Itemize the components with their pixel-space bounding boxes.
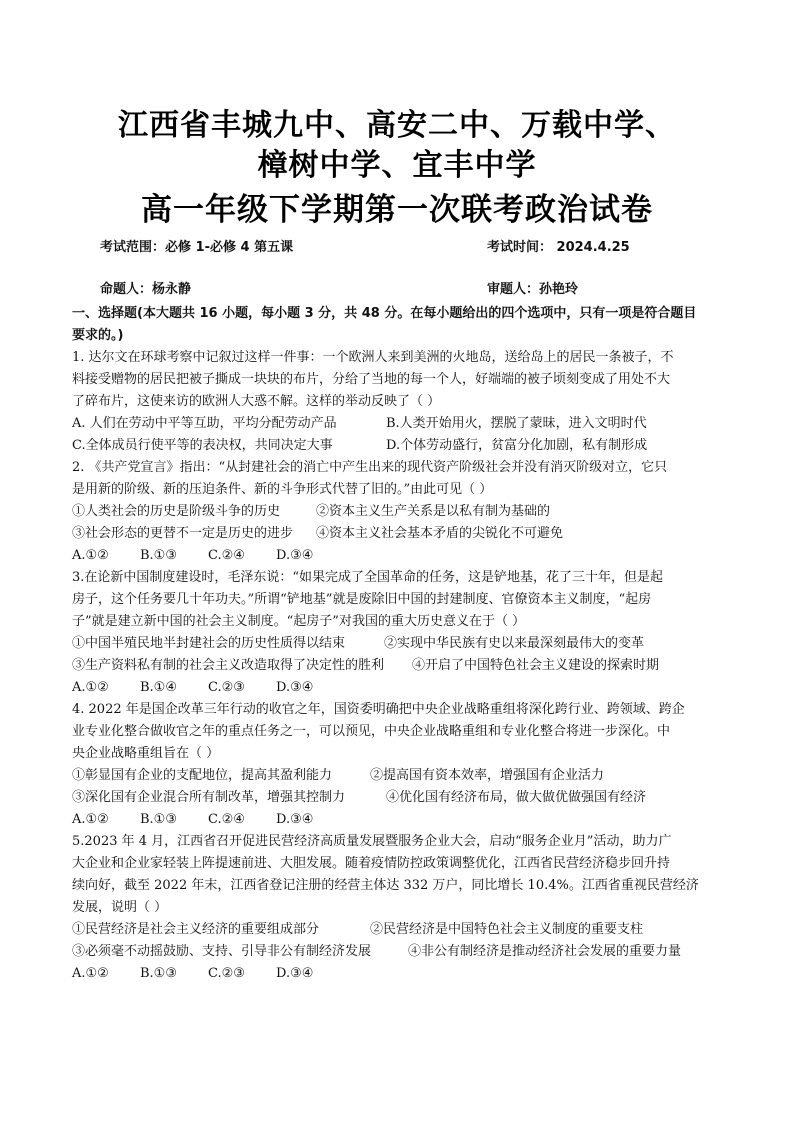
q1-stem-2: 料接受赠物的居民把被子撕成一块块的布片，分给了当地的每一个人，好端端的被子顷刻变成了用处不大 [72, 372, 671, 387]
q2-items-12 [72, 501, 724, 523]
title-line-3: 高一年级下学期第一次联考政治试卷 [141, 192, 653, 228]
q3-stem-2: 房子，这个任务要几十年功夫。”所谓“铲地基”就是废除旧中国的封建制度、官僚资本主义制度，“起房 [72, 592, 652, 607]
q2-choice-c: C.②④ [208, 548, 245, 563]
q4-item-3: ③深化国有企业混合所有制改革，增强其控制力 [72, 790, 346, 805]
q1-stem-1: 1. 达尔文在环球考察中记叙过这样一件事：一个欧洲人来到美洲的火地岛，送给岛上的居民一条被子，不 [72, 350, 674, 365]
q5-item-3: ③必须毫不动摇鼓励、支持、引导非公有制经济发展 [72, 944, 372, 959]
q3-items-12 [72, 633, 724, 655]
q2-stem-2: 是用新的阶级、新的压迫条件、新的斗争形式代替了旧的。”由此可见（ ） [72, 482, 493, 497]
q2-stem-1: 2. 《共产党宣言》指出：“从封建社会的消亡中产生出来的现代资产阶级社会并没有消灭阶级对立，它只 [72, 460, 668, 475]
q1-options-ab [72, 413, 724, 435]
q5-item-2: ②民营经济是中国特色社会主义制度的重要支柱 [370, 922, 644, 937]
q2-choices [72, 545, 724, 567]
q3-items-34 [72, 655, 724, 677]
q3-item-1: ①中国半殖民地半封建社会的历史性质得以结束 [72, 636, 346, 651]
q4-choice-d: D.③④ [276, 812, 314, 827]
q2-choice-a: A.①② [72, 548, 109, 563]
q5-item-1: ①民营经济是社会主义经济的重要组成部分 [72, 922, 320, 937]
section-heading-cont: 要求的。) [72, 328, 124, 343]
exam-reviewer: 审题人：孙艳玲 [487, 282, 579, 297]
q1-options-cd [72, 435, 724, 457]
q4-item-4: ④优化国有经济布局，做大做优做强国有经济 [386, 790, 647, 805]
exam-scope: 考试范围：必修 1-必修 4 第五课 [100, 240, 294, 255]
q1-stem-3: 了碎布片，这使来访的欧洲人大惑不解。这样的举动反映了（ ） [72, 394, 441, 409]
q4-choices [72, 809, 724, 831]
q3-choice-b: B.①④ [140, 680, 177, 695]
exam-time: 考试时间： 2024.4.25 [487, 240, 630, 255]
q3-item-2: ②实现中华民族有史以来最深刻最伟大的变革 [384, 636, 645, 651]
section-heading: 一、选择题(本大题共 16 小题，每小题 3 分，共 48 分。在每小题给出的四个选项中，只有一项是符合题目 [72, 306, 697, 321]
q5-choice-a: A.①② [72, 966, 109, 981]
q3-item-4: ④开启了中国特色社会主义建设的探索时期 [412, 658, 660, 673]
q5-choice-c: C.②③ [208, 966, 245, 981]
q2-items-34 [72, 523, 724, 545]
q3-choices [72, 677, 724, 699]
q5-stem-1: 5.2023 年 4 月，江西省召开促进民营经济高质量发展暨服务企业大会，启动“服务企业月”活动，助力广 [72, 834, 672, 849]
q5-stem-4: 发展，说明（ ） [72, 900, 168, 915]
q4-stem-1: 4. 2022 年是国企改革三年行动的收官之年，国资委明确把中央企业战略重组将深化跨行业、跨领域、跨企 [72, 702, 685, 717]
q3-stem-1: 3.在论新中国制度建设时，毛泽东说：“如果完成了全国革命的任务，这是铲地基，花了三十年，但是起 [72, 570, 664, 585]
q2-item-3: ③社会形态的更替不一定是历史的进步 [72, 526, 294, 541]
q1-option-a: A. 人们在劳动中平等互助，平均分配劳动产品 [72, 416, 337, 431]
q5-stem-3: 续向好，截至 2022 年末，江西省登记注册的经营主体达 332 万户，同比增长 10.4%。江西省重视民营经济 [72, 878, 699, 893]
q4-choice-b: B.①③ [140, 812, 177, 827]
q1-option-c: C.全体成员行使平等的表决权，共同决定大事 [72, 438, 333, 453]
title-line-2: 樟树中学、宜丰中学 [257, 148, 537, 183]
q4-stem-3: 央企业战略重组旨在（ ） [72, 746, 220, 761]
question-content [72, 303, 724, 985]
q5-items-34 [72, 941, 724, 963]
q4-items-12 [72, 765, 724, 787]
q3-choice-d: D.③④ [276, 680, 314, 695]
exam-author: 命题人：杨永静 [100, 282, 192, 297]
q2-item-4: ④资本主义社会基本矛盾的尖锐化不可避免 [316, 526, 564, 541]
q2-choice-b: B.①③ [140, 548, 177, 563]
q4-item-2: ②提高国有资本效率，增强国有企业活力 [370, 768, 605, 783]
q3-stem-3: 子”就是建立新中国的社会主义制度。“起房子”对我国的重大历史意义在于（ ） [72, 614, 526, 629]
q3-choice-a: A.①② [72, 680, 109, 695]
title-line-1: 江西省丰城九中、高安二中、万载中学、 [118, 108, 676, 143]
q3-item-3: ③生产资料私有制的社会主义改造取得了决定性的胜利 [72, 658, 385, 673]
q5-choice-b: B.①③ [140, 966, 177, 981]
q5-items-12 [72, 919, 724, 941]
q2-item-1: ①人类社会的历史是阶级斗争的历史 [72, 504, 281, 519]
q2-choice-d: D.③④ [276, 548, 314, 563]
q5-choices [72, 963, 724, 985]
q5-stem-2: 大企业和企业家轻装上阵提速前进、大胆发展。随着疫情防控政策调整优化，江西省民营经济稳步回升持 [72, 856, 671, 871]
q4-choice-c: C.②④ [208, 812, 245, 827]
q4-items-34 [72, 787, 724, 809]
q4-stem-2: 业专业化整合做收官之年的重点任务之一，可以预见，中央企业战略重组和专业化整合将进一步深化。中 [72, 724, 671, 739]
q4-item-1: ①彰显国有企业的支配地位，提高其盈利能力 [72, 768, 333, 783]
q1-option-d: D.个体劳动盛行，贫富分化加剧，私有制形成 [386, 438, 648, 453]
q1-option-b: B.人类开始用火，摆脱了蒙昧，进入文明时代 [386, 416, 647, 431]
q3-choice-c: C.②③ [208, 680, 245, 695]
q5-choice-d: D.③④ [276, 966, 314, 981]
q2-item-2: ②资本主义生产关系是以私有制为基础的 [316, 504, 551, 519]
q5-item-4: ④非公有制经济是推动经济社会发展的重要力量 [408, 944, 682, 959]
q4-choice-a: A.①② [72, 812, 109, 827]
